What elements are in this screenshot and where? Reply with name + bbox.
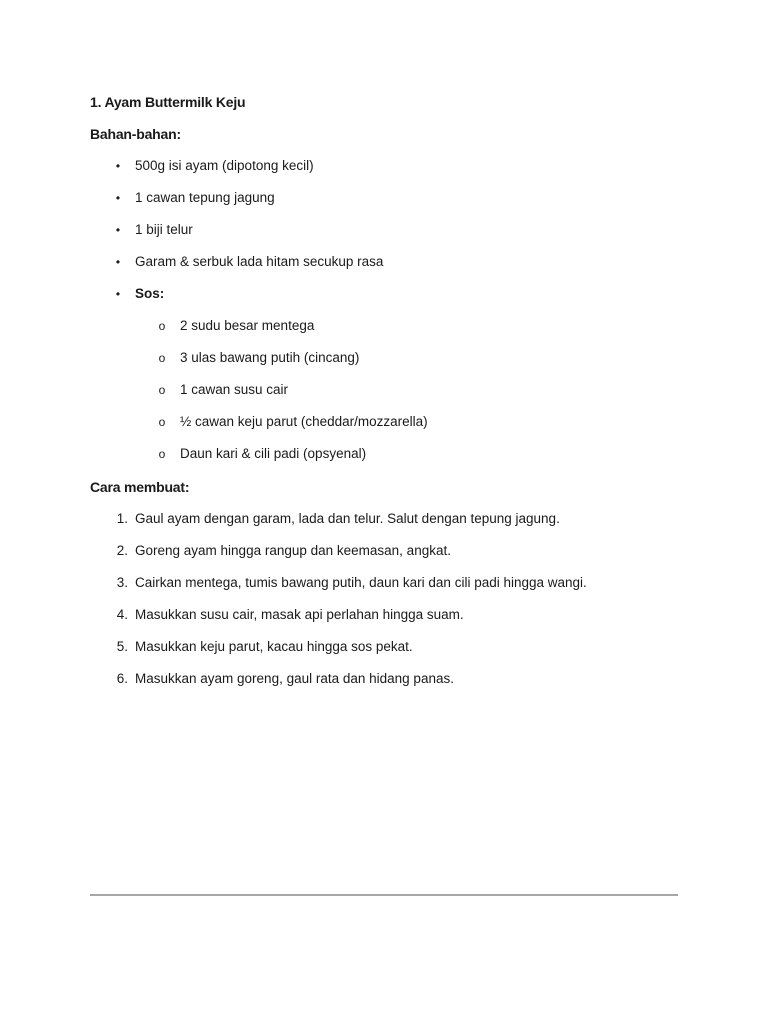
ingredient-text: Garam & serbuk lada hitam secukup rasa — [135, 254, 384, 269]
sub-bullet-marker: o — [158, 383, 166, 397]
step-text: Goreng ayam hingga rangup dan keemasan, angkat. — [135, 543, 451, 558]
sauce-item-text: 3 ulas bawang putih (cincang) — [180, 350, 360, 365]
sub-bullet-marker: o — [158, 415, 166, 429]
step-text: Masukkan keju parut, kacau hingga sos pekat. — [135, 639, 413, 654]
bullet-marker: • — [115, 191, 121, 205]
bullet-marker: • — [115, 287, 121, 301]
step-text: Gaul ayam dengan garam, lada dan telur. Salut dengan tepung jagung. — [135, 511, 560, 526]
ingredient-text: 1 cawan tepung jagung — [135, 190, 275, 205]
bullet-marker: • — [115, 223, 121, 237]
step-text: Cairkan mentega, tumis bawang putih, daun kari dan cili padi hingga wangi. — [135, 575, 587, 590]
sauce-item-text: Daun kari & cili padi (opsyenal) — [180, 446, 367, 461]
sub-bullet-marker: o — [158, 351, 166, 365]
step-number: 5. — [116, 639, 128, 654]
step-number: 4. — [116, 607, 128, 622]
sub-bullet-marker: o — [158, 447, 166, 461]
sauce-label: Sos: — [135, 286, 165, 301]
sauce-item-text: ½ cawan keju parut (cheddar/mozzarella) — [180, 414, 428, 429]
bullet-marker: • — [115, 255, 121, 269]
footer-divider — [90, 894, 678, 896]
step-number: 1. — [116, 511, 128, 526]
bullet-marker: • — [115, 159, 121, 173]
sub-bullet-marker: o — [158, 319, 166, 333]
method-heading: Cara membuat: — [90, 479, 190, 495]
step-number: 2. — [116, 543, 128, 558]
ingredient-text: 500g isi ayam (dipotong kecil) — [135, 158, 314, 173]
step-number: 3. — [116, 575, 128, 590]
step-text: Masukkan ayam goreng, gaul rata dan hidang panas. — [135, 671, 454, 686]
ingredient-text: 1 biji telur — [135, 222, 193, 237]
ingredients-heading: Bahan-bahan: — [90, 126, 181, 142]
step-text: Masukkan susu cair, masak api perlahan hingga suam. — [135, 607, 464, 622]
recipe-title: 1. Ayam Buttermilk Keju — [90, 94, 246, 110]
sauce-item-text: 2 sudu besar mentega — [180, 318, 315, 333]
step-number: 6. — [116, 671, 128, 686]
sauce-item-text: 1 cawan susu cair — [180, 382, 289, 397]
